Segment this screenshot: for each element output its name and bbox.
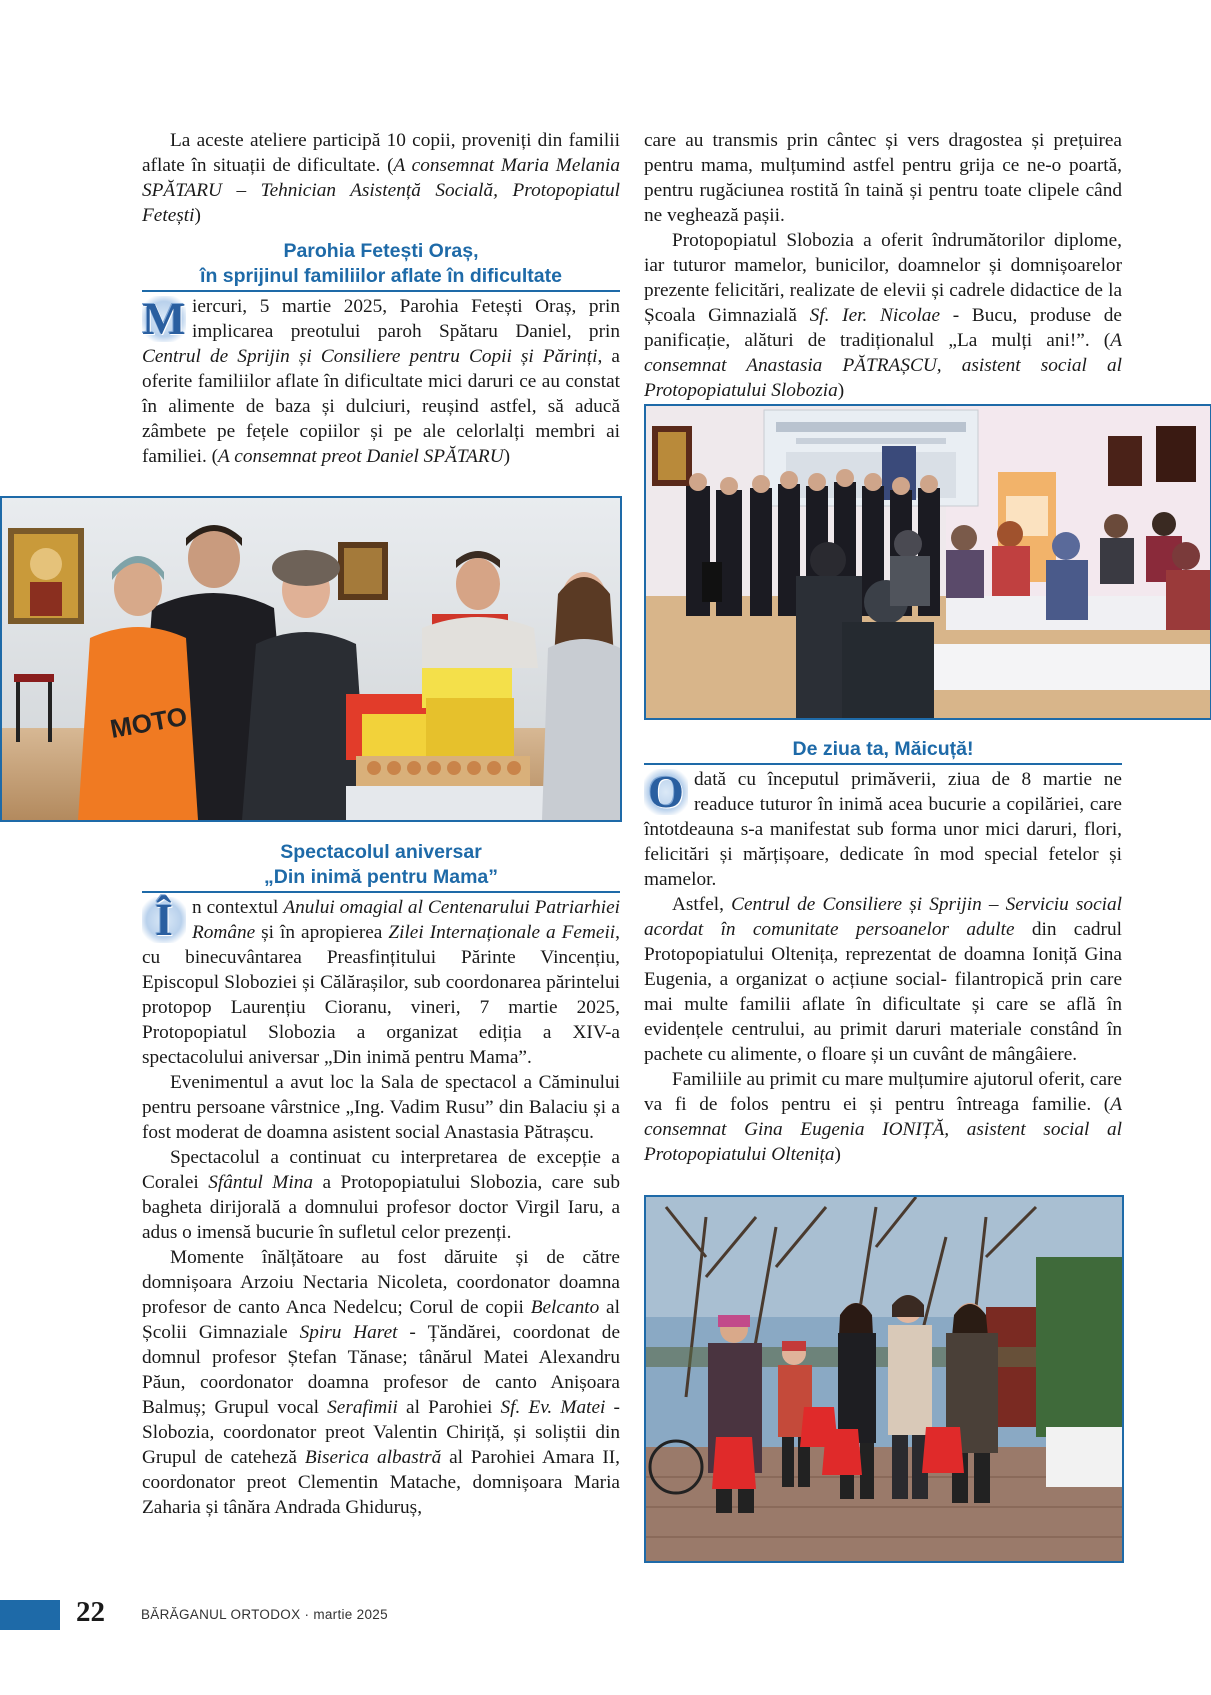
photo-women-with-gifts-image: [646, 1197, 1122, 1561]
right-column-lower: [644, 737, 1122, 1167]
paragraph: O dată cu începutul primăverii, ziua de 8 martie ne readuce tuturor în inimă acea bucurie a copilăriei, care întotdeauna s-a manifestat sub forma unor mici daruri, flori, felicitări și mărțișoare, dedicate în mod special fetelor și mamelor.: [644, 766, 1122, 890]
footer-accent-bar: [0, 1600, 60, 1630]
section-title-maicuta: De ziua ta, Măicuță!: [792, 738, 974, 760]
drop-cap: Î: [142, 897, 186, 943]
right-column: [644, 128, 1122, 403]
photo-choir-concert-image: [646, 406, 1210, 718]
drop-cap: O: [644, 769, 688, 815]
paragraph: Protopopiatul Slobozia a oferit îndrumătorilor diplome, iar tuturor mamelor, bunicilor, doamnelor și domnișoarelor prezente felicitări, realizate de elevii și cadrele didactice de la Școala Gimnazială Sf. Ier. Nicolae - Bucu, produse de panificație, alături de tradiționalul „La mulți ani!”. (A consemnat Anastasia PĂTRAȘCU, asistent social al Protopopiatului Slobozia): [644, 230, 1122, 401]
paragraph: Familiile au primit cu mare mulțumire ajutorul oferit, care va fi de folos pentru ei și pentru întreaga familie. (A consemnat Gina Eugenia IONIȚĂ, asistent social al Protopopiatului Oltenița): [644, 1069, 1122, 1165]
footer-publication: BĂRĂGANUL ORTODOX · martie 2025: [141, 1607, 388, 1622]
paragraph: Spectacolul a continuat cu interpretarea de excepție a Coralei Sfântul Mina a Protopopiatului Slobozia, care sub bagheta dirijorală a domnului profesor doctor Virgil Iaru, a adus o imensă bucurie în sufletul celor prezenți.: [142, 1147, 621, 1243]
page-number: 22: [76, 1596, 105, 1628]
paragraph: La aceste ateliere participă 10 copii, proveniți din familii aflate în situații de dificultate. (A consemnat Maria Melania SPĂTARU – Tehnician Asistență Socială, Protopopiatul Fetești): [142, 130, 621, 226]
section-title-fetesti: Parohia Fetești Oraș, în sprijinul familiilor aflate în dificultate: [200, 240, 562, 287]
photo-choir-concert: [644, 404, 1211, 720]
paragraph: Î n contextul Anului omagial al Centenarului Patriarhiei Române și în apropierea Zilei Internaționale a Femeii, cu binecuvântarea Preasfințitului Părinte Vincențiu, Episcopul Sloboziei și Călărașilor, sub coordonarea părintelui protopop Laurențiu Cioranu, vineri, 7 martie 2025, Protopopiatul Slobozia a organizat ediția a XIV-a spectacolului aniversar „Din inimă pentru Mama”.: [142, 894, 620, 1068]
paragraph: care au transmis prin cântec și vers dragostea și prețuirea pentru mama, mulțumind astfel pentru grija ce ne-o poartă, pentru rugăciunea rostită în taină și pentru toate clipele când ne veghează pașii.: [644, 130, 1122, 226]
svg-text:MOTO: MOTO: [107, 700, 190, 744]
paragraph: Evenimentul a avut loc la Sala de spectacol a Căminului pentru persoane vârstnice „Ing. Vadim Rusu” din Balaciu și a fost moderat de doamna asistent social Anastasia Pătrașcu.: [142, 1072, 620, 1143]
photo-family-donations: [0, 496, 622, 822]
paragraph: M iercuri, 5 martie 2025, Parohia Fetești Oraș, prin implicarea preotului paroh Spătaru Daniel, prin Centrul de Sprijin și Consiliere pentru Copii și Părinți, a oferite familiilor aflate în dificultate mici daruri ce au constat în alimente de baza și dulciuri, reușind astfel, să aducă zâmbete pe fețele copiilor și pe ale celorlalți membri ai familiei. (A consemnat preot Daniel SPĂTARU): [142, 293, 620, 467]
section-title-spectacol: Spectacolul aniversar „Din inimă pentru Mama”: [263, 841, 499, 888]
paragraph: Astfel, Centrul de Consiliere și Sprijin – Serviciu social acordat în comunitate persoanelor adulte din cadrul Protopopiatului Oltenița, reprezentat de doamna Ioniță Gina Eugenia, a organizat o acțiune social- filantropică prin care mai multe familii aflate în dificultate și care se află în evidențele centrului, au primit daruri materiale constând în pachete cu alimente, o floare și un cuvânt de mângâiere.: [644, 894, 1122, 1065]
photo-women-with-gifts: [644, 1195, 1124, 1563]
paragraph: Momente înălțătoare au fost dăruite și de către domnișoara Arzoiu Nectaria Nicoleta, coordonator doamna profesor de canto Anca Nedelcu; Corul de copii Belcanto al Școlii Gimnaziale Spiru Haret - Țăndărei, coordonat de domnul profesor Ștefan Tănase; tânărul Matei Alexandru Păun, coordonator doamna profesor de canto Anișoara Balmuș; Grupul vocal Serafimii al Parohiei Sf. Ev. Matei - Slobozia, coordonator preot Valentin Chiriță, și soliștii din Grupul de cateheză Biserica albastră al Parohiei Amara II, coordonator preot Clementin Matache, domnișoara Maria Zaharia și tânăra Andrada Ghiduruș,: [142, 1247, 621, 1518]
title-rule: [644, 763, 1122, 765]
photo-family-donations-image: [2, 498, 620, 820]
drop-cap: M: [142, 293, 186, 344]
left-column: [142, 128, 620, 469]
title-rule: [142, 891, 620, 893]
title-rule: [142, 290, 620, 292]
left-column-lower: [142, 840, 620, 1520]
